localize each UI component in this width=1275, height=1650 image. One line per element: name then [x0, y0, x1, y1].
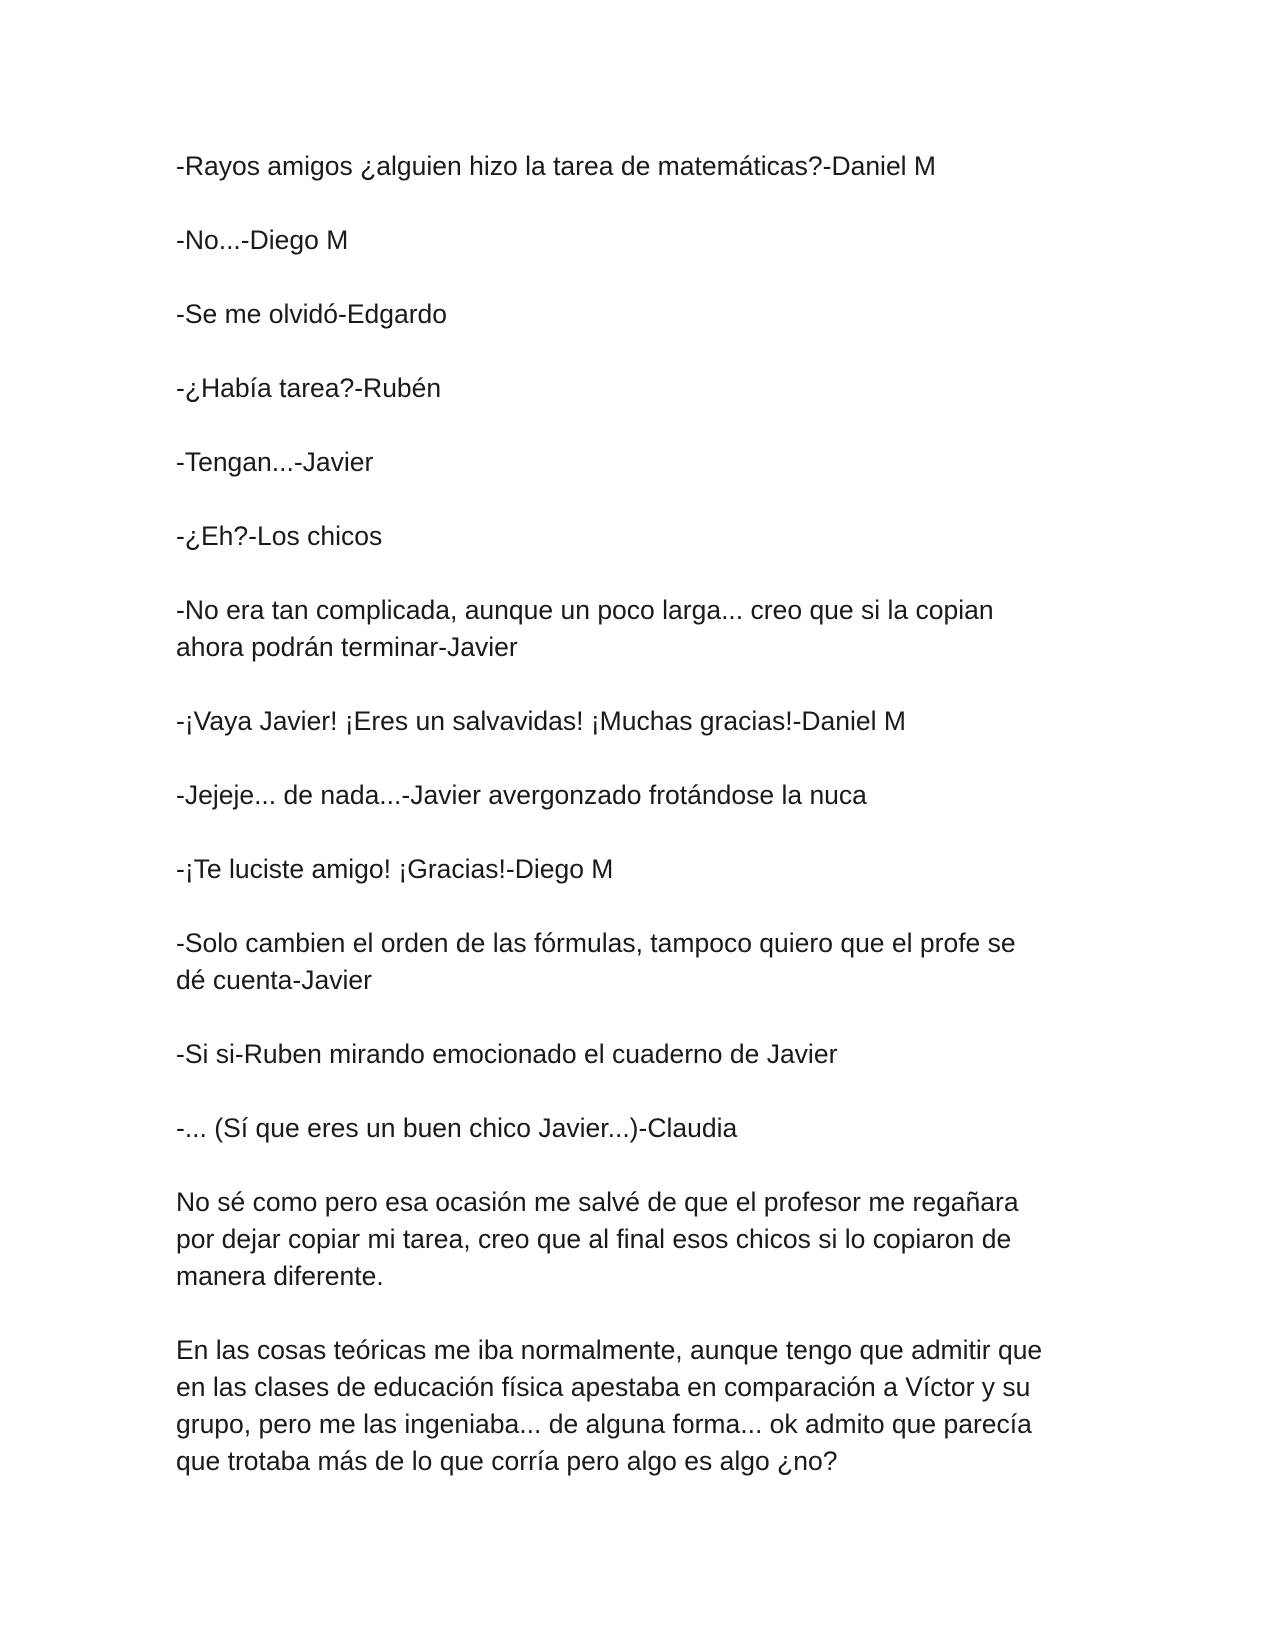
- dialogue-line: -Si si-Ruben mirando emocionado el cuaderno de Javier: [176, 1039, 838, 1069]
- narrative-paragraph: No sé como pero esa ocasión me salvé de que el profesor me regañara por dejar copiar mi tarea, creo que al final esos chicos si lo copiaron de manera diferente.: [176, 1187, 1019, 1291]
- dialogue-line: -¡Te luciste amigo! ¡Gracias!-Diego M: [176, 854, 614, 884]
- narrative-paragraph: En las cosas teóricas me iba normalmente, aunque tengo que admitir que en las clases de educación física apestaba en comparación a Víctor y su grupo, pero me las ingeniaba... de alguna forma... ok admito que parecía que trotaba más de lo que corría pero algo es algo ¿no?: [176, 1335, 1043, 1476]
- text-column: [176, 148, 1106, 1517]
- dialogue-line: -Tengan...-Javier: [176, 447, 374, 477]
- dialogue-line: -... (Sí que eres un buen chico Javier...)-Claudia: [176, 1113, 738, 1143]
- dialogue-line: -No...-Diego M: [176, 225, 349, 255]
- dialogue-line: -¿Eh?-Los chicos: [176, 521, 383, 551]
- dialogue-line: -Se me olvidó-Edgardo: [176, 299, 448, 329]
- dialogue-line: -No era tan complicada, aunque un poco larga... creo que si la copian ahora podrán terminar-Javier: [176, 595, 994, 662]
- dialogue-line: -Jejeje... de nada...-Javier avergonzado frotándose la nuca: [176, 780, 867, 810]
- dialogue-line: -Rayos amigos ¿alguien hizo la tarea de matemáticas?-Daniel M: [176, 151, 937, 181]
- dialogue-line: -¡Vaya Javier! ¡Eres un salvavidas! ¡Muchas gracias!-Daniel M: [176, 706, 906, 736]
- dialogue-line: -Solo cambien el orden de las fórmulas, tampoco quiero que el profe se dé cuenta-Javier: [176, 928, 1016, 995]
- dialogue-line: -¿Había tarea?-Rubén: [176, 373, 442, 403]
